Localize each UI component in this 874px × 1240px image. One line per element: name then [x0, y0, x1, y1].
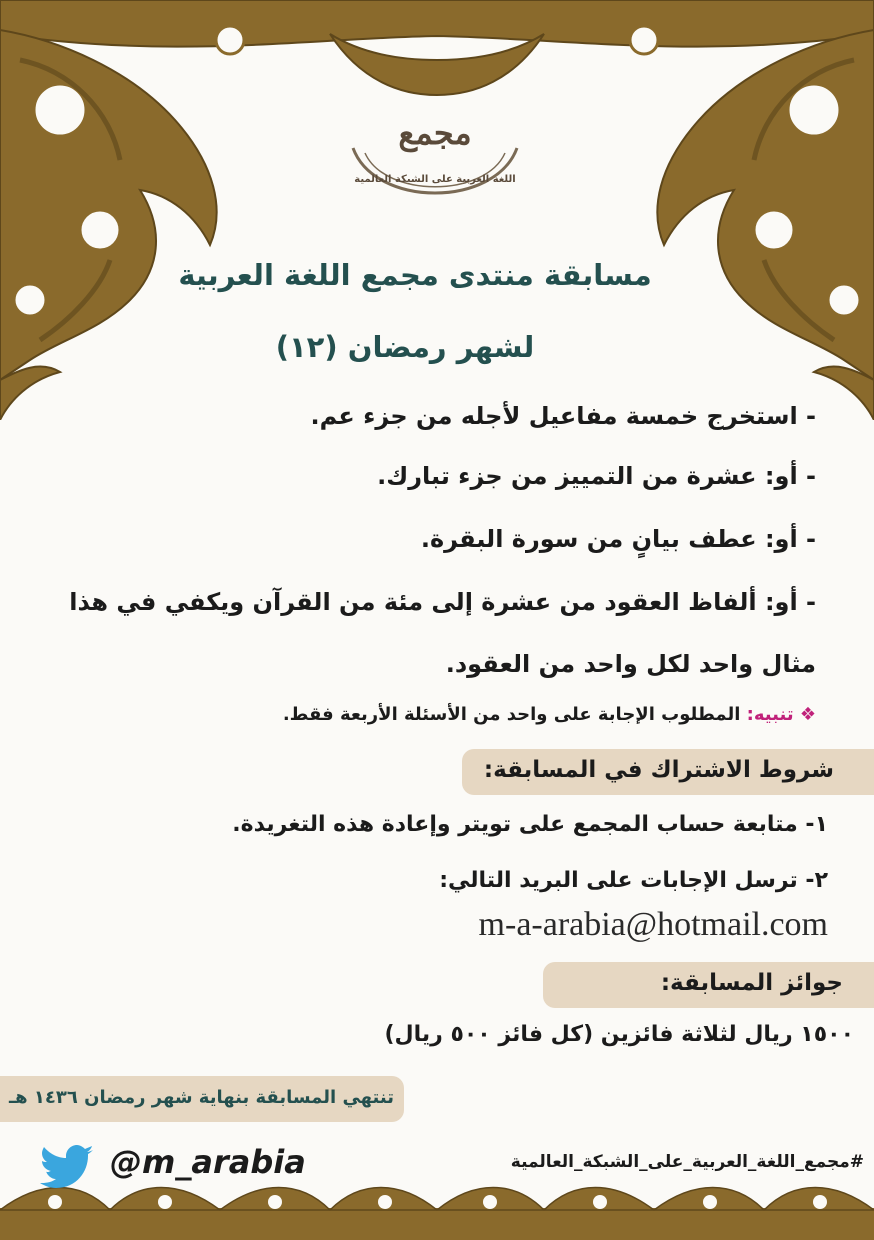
question-4: - أو: ألفاظ العقود من عشرة إلى مئة من القرآن ويكفي في هذا [69, 588, 816, 616]
page-title: مسابقة منتدى مجمع اللغة العربية [178, 258, 652, 292]
logo [335, 108, 535, 213]
question-3: - أو: عطف بيانٍ من سورة البقرة. [420, 525, 816, 553]
logo-sub-text: اللغة العربية على الشبكة العالمية [354, 174, 516, 185]
page-subtitle: لشهر رمضان (١٢) [275, 330, 535, 364]
bottom-ornament [0, 1180, 874, 1240]
twitter-handle[interactable]: @m_arabia [110, 1143, 306, 1181]
question-2: - أو: عشرة من التمييز من جزء تبارك. [377, 462, 816, 490]
hashtag[interactable]: #مجمع_اللغة_العربية_على_الشبكة_العالمية [510, 1152, 864, 1172]
conditions-heading: شروط الاشتراك في المسابقة: [483, 757, 834, 783]
note-label: ❖ تنبيه: [746, 704, 816, 725]
prizes-text: ١٥٠٠ ريال لثلاثة فائزين (كل فائز ٥٠٠ ريال) [384, 1022, 854, 1047]
condition-1: ١- متابعة حساب المجمع على تويتر وإعادة هذه التغريدة. [232, 812, 828, 837]
deadline-banner [0, 1076, 404, 1122]
logo-main-text: مجمع [398, 114, 472, 152]
question-1: - استخرج خمسة مفاعيل لأجله من جزء عم. [310, 402, 816, 430]
conditions-banner [462, 749, 874, 795]
email-link[interactable]: m-a-arabia@hotmail.com [478, 906, 828, 943]
prizes-heading: جوائز المسابقة: [660, 970, 843, 996]
note-text: المطلوب الإجابة على واحد من الأسئلة الأربعة فقط. [282, 704, 741, 725]
prizes-banner [543, 962, 874, 1008]
twitter-bird-icon[interactable] [40, 1145, 94, 1189]
deadline-text: تنتهي المسابقة بنهاية شهر رمضان ١٤٣٦ هـ [8, 1087, 394, 1108]
question-4-cont: مثال واحد لكل واحد من العقود. [445, 650, 816, 678]
condition-2: ٢- ترسل الإجابات على البريد التالي: [439, 868, 828, 893]
note [283, 704, 816, 725]
